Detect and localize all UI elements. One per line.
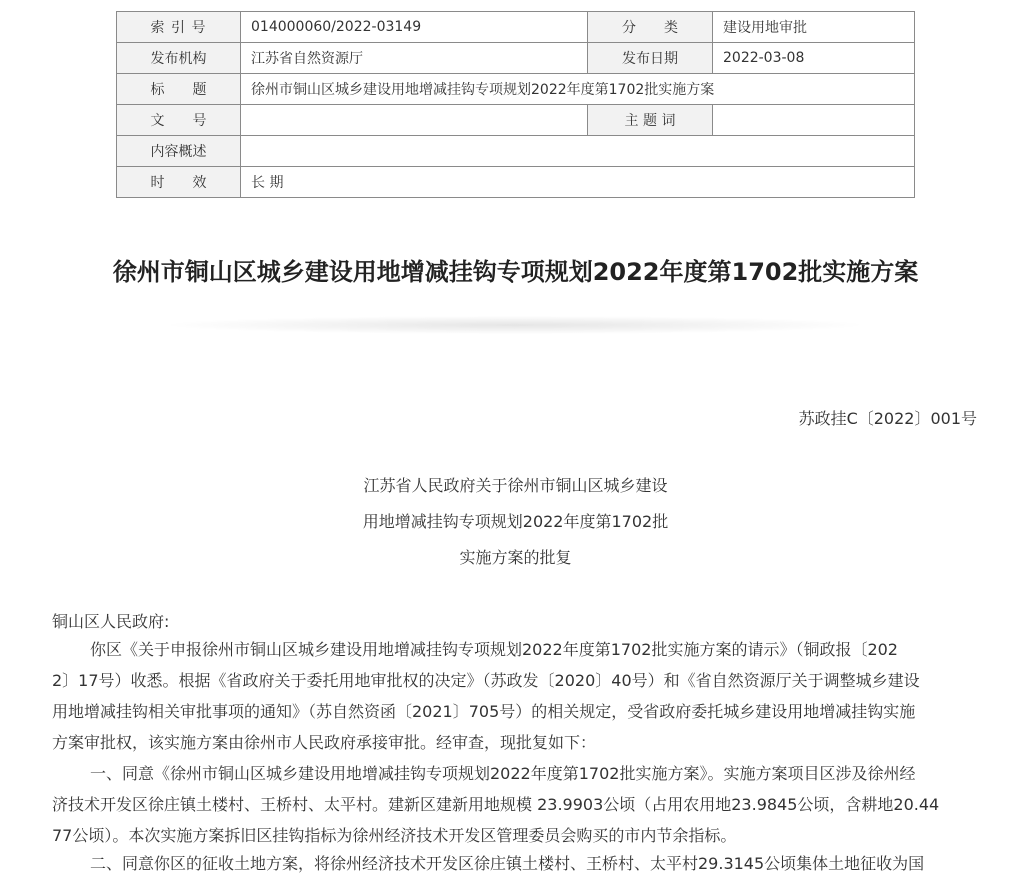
- keywords-value: [713, 105, 915, 136]
- body-line: 你区《关于申报徐州市铜山区城乡建设用地增减挂钩专项规划2022年度第1702批实施方案的请示》（铜政报〔202: [90, 640, 898, 659]
- metadata-row-docno: [117, 105, 915, 136]
- index-label: 索 引 号: [117, 12, 241, 43]
- metadata-row-validity: [117, 167, 915, 198]
- summary-value: [241, 136, 915, 167]
- category-label: 分 类: [588, 12, 713, 43]
- validity-label: 时 效: [117, 167, 241, 198]
- metadata-row-index: [117, 12, 915, 43]
- title-label: 标 题: [117, 74, 241, 105]
- body-line: 2〕17号）收悉。根据《省政府关于委托用地审批权的决定》（苏政发〔2020〕40号）和《省自然资源厅关于调整城乡建设: [52, 671, 920, 690]
- salutation: 铜山区人民政府:: [52, 612, 170, 631]
- validity-value: 长 期: [241, 167, 915, 198]
- reply-title-line: 实施方案的批复: [459, 548, 572, 567]
- body-line: 济技术开发区徐庄镇土楼村、王桥村、太平村。建新区建新用地规模 23.9903公顷（占用农用地23.9845公顷，含耕地20.44: [52, 795, 940, 814]
- title-value: 徐州市铜山区城乡建设用地增减挂钩专项规划2022年度第1702批实施方案: [241, 74, 915, 105]
- metadata-table: [116, 11, 915, 198]
- body-line: 一、同意《徐州市铜山区城乡建设用地增减挂钩专项规划2022年度第1702批实施方案》。实施方案项目区涉及徐州经: [90, 764, 916, 783]
- reply-title-line: 江苏省人民政府关于徐州市铜山区城乡建设: [363, 476, 668, 495]
- category-value: 建设用地审批: [713, 12, 915, 43]
- body-line: 用地增减挂钩相关审批事项的通知》（苏自然资函〔2021〕705号）的相关规定，受省政府委托城乡建设用地增减挂钩实施: [52, 702, 916, 721]
- document-number: 苏政挂C〔2022〕001号: [798, 409, 977, 428]
- summary-label: 内容概述: [117, 136, 241, 167]
- index-value: 014000060/2022-03149: [241, 12, 588, 43]
- metadata-row-publisher: [117, 43, 915, 74]
- publisher-value: 江苏省自然资源厅: [241, 43, 588, 74]
- metadata-row-summary: [117, 136, 915, 167]
- metadata-row-title: [117, 74, 915, 105]
- reply-title-line: 用地增减挂钩专项规划2022年度第1702批: [362, 512, 669, 531]
- body-line: 方案审批权，该实施方案由徐州市人民政府承接审批。经审查，现批复如下：: [52, 733, 597, 752]
- body-line: 二、同意你区的征收土地方案，将徐州经济技术开发区徐庄镇土楼村、王桥村、太平村29.3145公顷集体土地征收为国: [90, 854, 925, 873]
- docno-label: 文 号: [117, 105, 241, 136]
- document-title: 徐州市铜山区城乡建设用地增减挂钩专项规划2022年度第1702批实施方案: [112, 258, 919, 286]
- docno-value: [241, 105, 588, 136]
- body-line: 77公顷）。本次实施方案拆旧区挂钩指标为徐州经济技术开发区管理委员会购买的市内节余指标。: [52, 826, 737, 845]
- keywords-label: 主 题 词: [588, 105, 713, 136]
- date-label: 发布日期: [588, 43, 713, 74]
- title-divider: [170, 316, 860, 334]
- publisher-label: 发布机构: [117, 43, 241, 74]
- date-value: 2022-03-08: [713, 43, 915, 74]
